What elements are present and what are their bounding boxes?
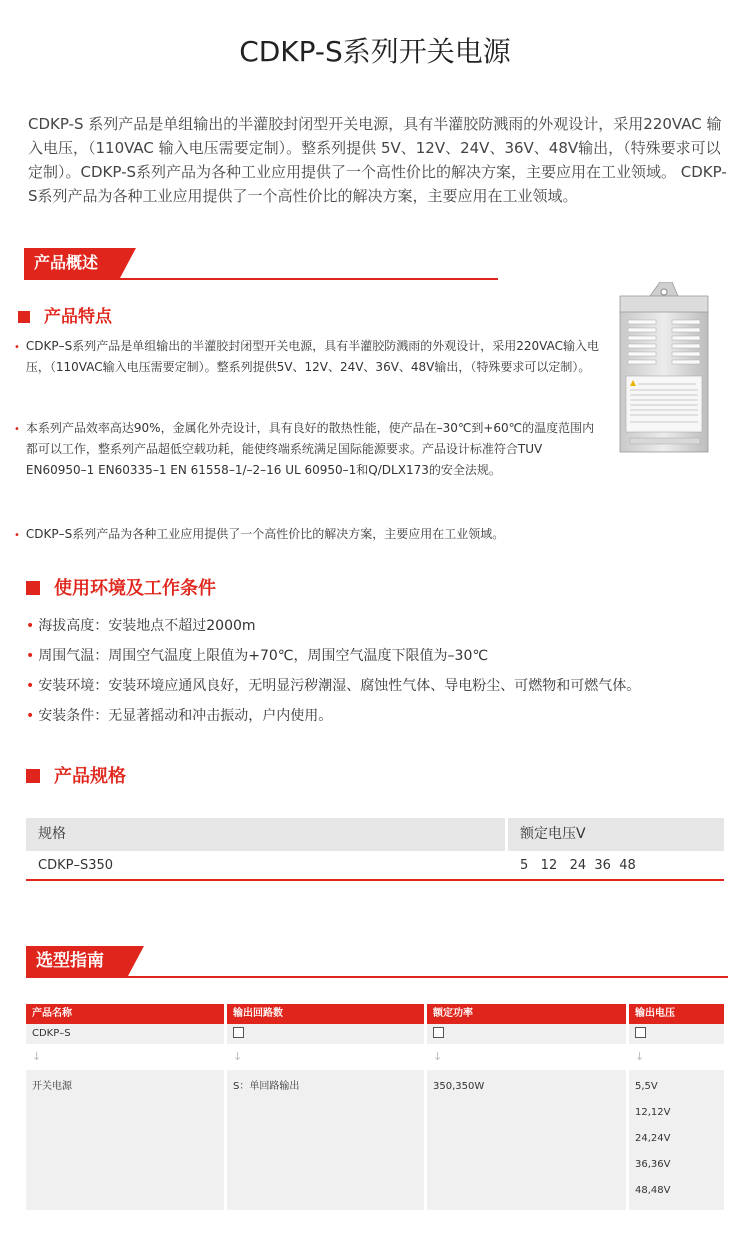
code-checkbox[interactable]	[227, 1024, 424, 1044]
selection-column	[26, 1004, 227, 1210]
selection-header	[26, 946, 728, 976]
column-header: 额定功率	[427, 1004, 626, 1024]
option-cell: 开关电源	[26, 1070, 224, 1210]
option-cell: 350,350W	[427, 1070, 626, 1210]
selection-column	[427, 1004, 629, 1210]
code-checkbox[interactable]	[427, 1024, 626, 1044]
arrow-down-icon: ↓	[427, 1044, 626, 1070]
feature-item	[14, 418, 606, 481]
model-code: CDKP–S	[26, 1024, 224, 1044]
option-cell: S：单回路输出	[227, 1070, 424, 1210]
features-heading	[18, 302, 112, 327]
arrow-down-icon: ↓	[26, 1044, 224, 1070]
spec-table	[26, 818, 724, 881]
selection-column	[227, 1004, 427, 1210]
bullet-icon: •	[14, 342, 20, 353]
column-header: 输出电压	[629, 1004, 724, 1024]
table-cell: CDKP–S350	[38, 858, 114, 873]
feature-text: CDKP–S系列产品是单组输出的半灌胶封闭型开关电源，具有半灌胶防溅雨的外观设计，采用220VAC输入电压，（110VAC输入电压需要定制）。整系列提供5V、12V、24V、36V、48V输出，（特殊要求可以定制）。	[25, 339, 599, 374]
selection-title: 选型指南	[26, 946, 128, 976]
square-bullet-icon	[18, 311, 30, 323]
bullet-icon: •	[26, 648, 35, 664]
column-header: 产品名称	[26, 1004, 224, 1024]
feature-text: CDKP–S系列产品为各种工业应用提供了一个高性价比的解决方案，主要应用在工业领域。	[25, 527, 505, 541]
environment-heading	[26, 574, 216, 600]
arrow-down-icon: ↓	[629, 1044, 724, 1070]
arrow-down-icon: ↓	[227, 1044, 424, 1070]
feature-text: 本系列产品效率高达90%，金属化外壳设计，具有良好的散热性能，使产品在–30℃到+60℃的温度范围内都可以工作，整系列产品超低空载功耗，能使终端系统满足国际能源要求。产品设计标准符合TUV EN60950–1 EN60335–1 EN 61558–1/–2–16 UL 60950–1和Q/DLX173的安全法规。	[25, 421, 595, 477]
bullet-icon: •	[14, 530, 20, 541]
overview-header	[24, 248, 498, 278]
table-cell: 5 12 24 36 48	[520, 858, 636, 873]
features-title: 产品特点	[44, 307, 112, 327]
checkbox-icon[interactable]	[635, 1027, 646, 1038]
specs-heading	[26, 762, 126, 788]
selection-table	[26, 1004, 724, 1210]
intro-text: CDKP-S 系列产品是单组输出的半灌胶封闭型开关电源，具有半灌胶防溅雨的外观设计，采用220VAC 输入电压，（110VAC 输入电压需要定制）。整系列提供 5V、12V、24V、36V、48V输出，（特殊要求可以定制）。CDKP-S系列产品为各种工业应用提供了一个高性价比的解决方案，主要应用在工业领域。 CDKP-S系列产品为各种工业应用提供了一个高性价比的解决方案，主要应用在工业领域。	[28, 115, 727, 205]
bullet-icon: •	[26, 708, 35, 724]
option-cell: 5,5V 12,12V 24,24V 36,36V 48,48V	[629, 1070, 724, 1210]
specs-title: 产品规格	[54, 766, 126, 787]
bullet-icon: •	[26, 618, 35, 634]
overview-title: 产品概述	[24, 248, 120, 278]
column-header: 额定电压V	[520, 826, 586, 842]
feature-item	[14, 524, 626, 546]
intro-paragraph	[28, 112, 728, 208]
bullet-icon: •	[26, 678, 35, 694]
environment-title: 使用环境及工作条件	[54, 578, 216, 599]
column-header: 规格	[26, 818, 508, 851]
checkbox-icon[interactable]	[433, 1027, 444, 1038]
divider	[24, 278, 498, 280]
page-title: CDKP-S系列开关电源	[239, 35, 511, 68]
square-bullet-icon	[26, 581, 40, 595]
environment-item: • 安装环境：安装环境应通风良好，无明显污秽潮湿、腐蚀性气体、导电粉尘、可燃物和可燃气体。	[26, 678, 641, 694]
square-bullet-icon	[26, 769, 40, 783]
checkbox-icon[interactable]	[233, 1027, 244, 1038]
environment-item: • 周围气温：周围空气温度上限值为+70℃，周围空气温度下限值为–30℃	[26, 648, 489, 664]
code-checkbox[interactable]	[629, 1024, 724, 1044]
table-row	[26, 851, 724, 881]
divider	[26, 976, 728, 978]
selection-column	[629, 1004, 724, 1210]
feature-item	[14, 336, 606, 378]
column-header: 输出回路数	[227, 1004, 424, 1024]
bullet-icon: •	[14, 424, 20, 435]
environment-item: • 安装条件：无显著摇动和冲击振动，户内使用。	[26, 708, 333, 724]
product-image	[616, 282, 712, 457]
environment-item: • 海拔高度：安装地点不超过2000m	[26, 618, 256, 634]
spec-table-header	[26, 818, 724, 851]
